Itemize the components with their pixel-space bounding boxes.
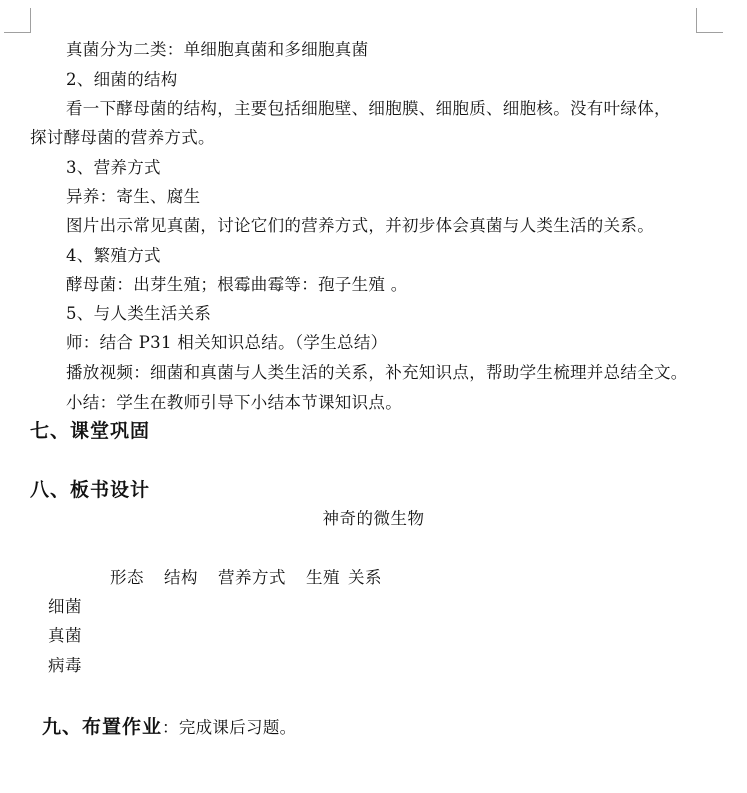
homework-text: 完成课后习题。 [178, 718, 297, 737]
body-line-fungi-pictures: 图片出示常见真菌，讨论它们的营养方式，并初步体会真菌与人类生活的关系。 [66, 216, 654, 235]
board-row-virus: 病毒 [48, 656, 82, 675]
body-line-reproduction-heading: 4、繁殖方式 [66, 246, 161, 265]
body-line-conclusion: 小结：学生在教师引导下小结本节课知识点。 [66, 393, 402, 412]
board-column-relation: 关系 [348, 568, 382, 587]
section-heading-board-design: 八、板书设计 [30, 479, 151, 501]
board-column-structure: 结构 [164, 568, 198, 587]
board-column-nutrition: 营养方式 [218, 568, 286, 587]
body-line-heterotrophic: 异养：寄生、腐生 [66, 187, 201, 206]
board-row-bacteria: 细菌 [48, 597, 82, 616]
body-line-yeast-structure: 看一下酵母菌的结构，主要包括细胞壁、细胞膜、细胞质、细胞核。没有叶绿体， [66, 99, 671, 118]
homework-separator: ： [162, 718, 179, 737]
section-heading-homework: 九、布置作业 [42, 716, 163, 738]
board-column-headers [110, 567, 382, 589]
body-line-nutrition-heading: 3、营养方式 [66, 158, 161, 177]
board-row-fungi: 真菌 [48, 626, 82, 645]
body-line-fungi-types: 真菌分为二类：单细胞真菌和多细胞真菌 [66, 40, 369, 59]
body-line-reproduction: 酵母菌：出芽生殖；根霉曲霉等：孢子生殖 。 [66, 275, 408, 294]
body-line-structure-heading: 2、细菌的结构 [66, 70, 178, 89]
board-column-form: 形态 [110, 568, 144, 587]
body-line-video: 播放视频：细菌和真菌与人类生活的关系，补充知识点，帮助学生梳理并总结全文。 [66, 363, 688, 382]
board-column-reproduction: 生殖 [306, 568, 340, 587]
body-line-teacher-summary: 师：结合 P31 相关知识总结。（学生总结） [66, 333, 388, 352]
board-title: 神奇的微生物 [322, 509, 425, 528]
homework-line [42, 712, 296, 739]
page-corner-mark-top-left [4, 8, 31, 33]
body-line-relation-heading: 5、与人类生活关系 [66, 304, 212, 323]
section-heading-consolidation: 七、课堂巩固 [30, 420, 151, 442]
body-line-yeast-nutrition: 探讨酵母菌的营养方式。 [30, 128, 215, 147]
page-corner-mark-top-right [696, 8, 723, 33]
